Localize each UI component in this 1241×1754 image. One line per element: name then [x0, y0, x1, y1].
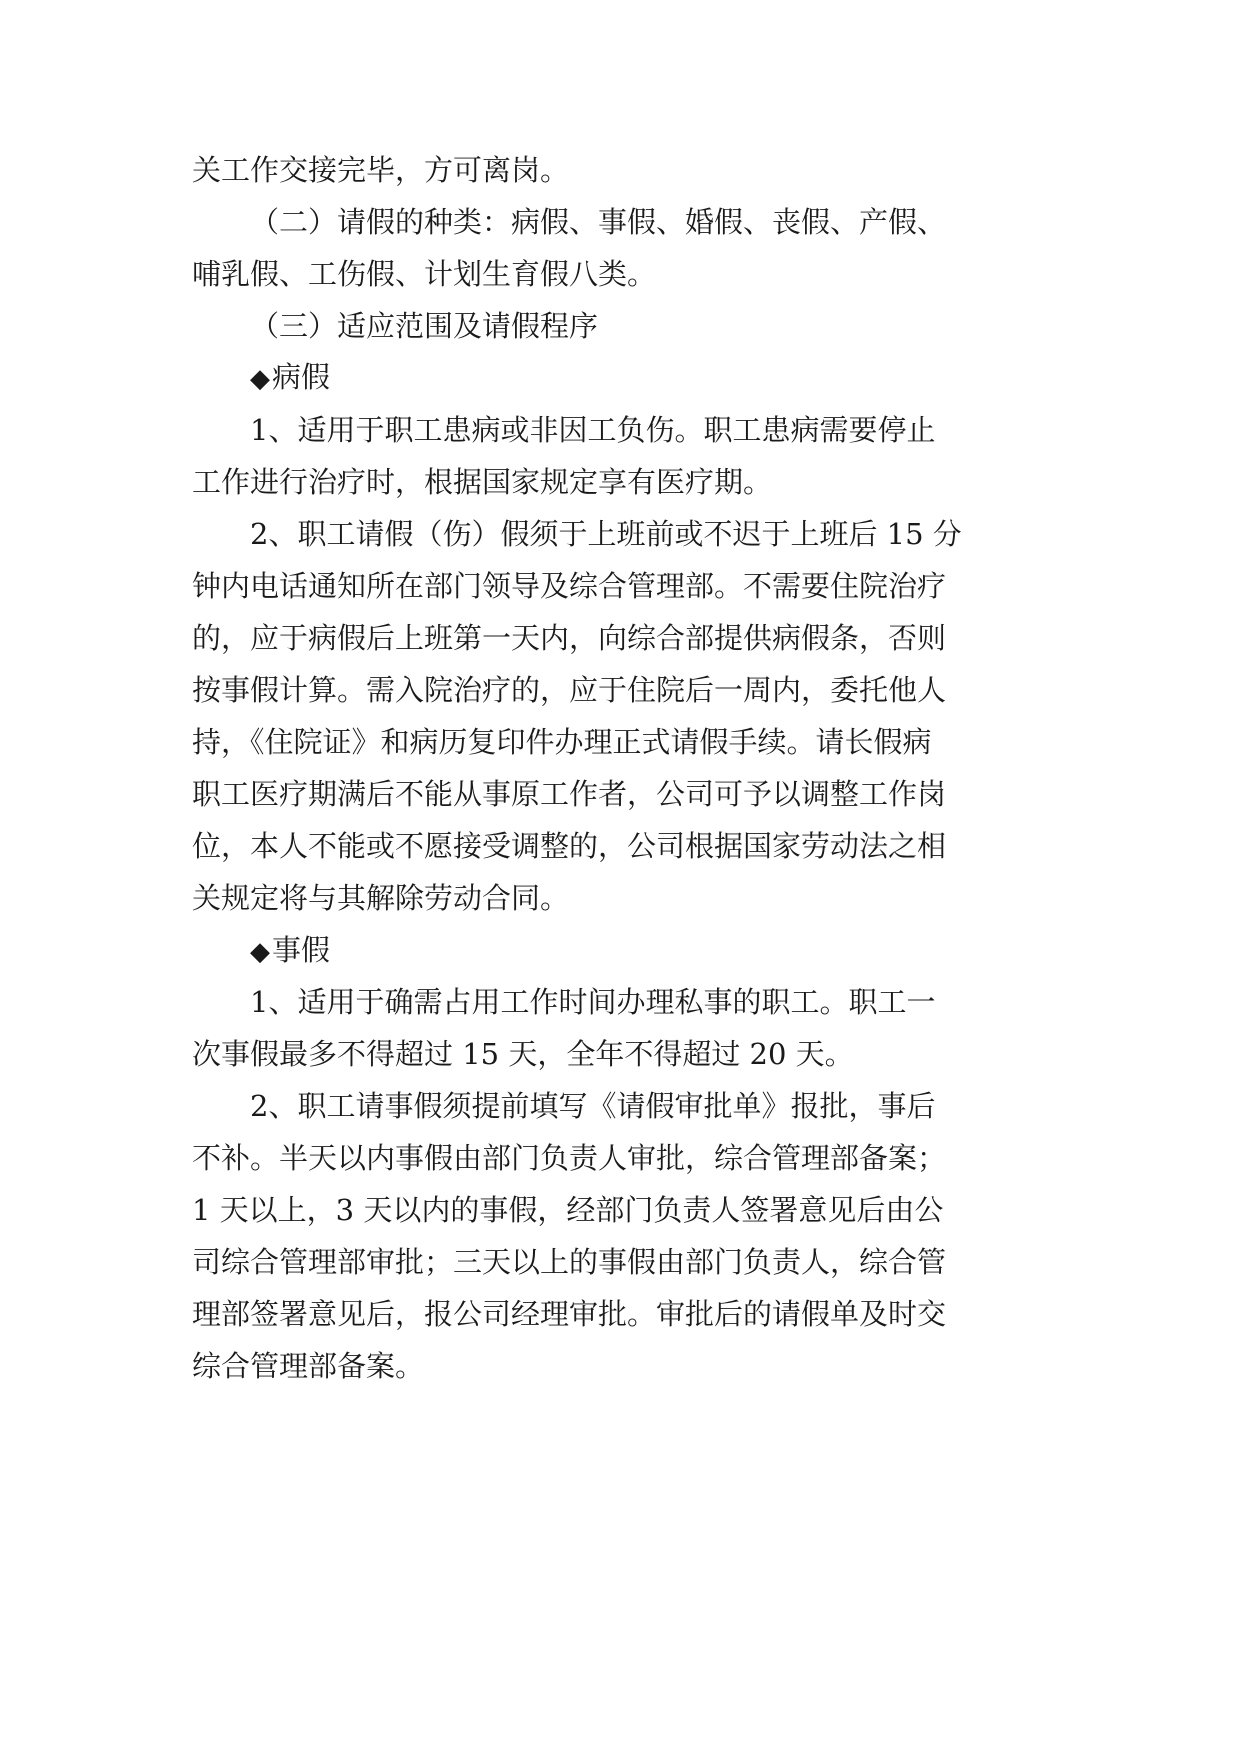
- body-line: 司综合管理部审批；三天以上的事假由部门负责人，综合管: [192, 1245, 947, 1279]
- body-line: 位，本人不能或不愿接受调整的，公司根据国家劳动法之相: [192, 829, 947, 863]
- body-line: 哺乳假、工伤假、计划生育假八类。: [192, 257, 657, 291]
- body-line: 1、适用于职工患病或非因工负伤。职工患病需要停止: [250, 413, 936, 447]
- body-line: 2、职工请假（伤）假须于上班前或不迟于上班后 15 分: [250, 517, 962, 551]
- body-line: 持，《住院证》和病历复印件办理正式请假手续。请长假病: [192, 725, 932, 759]
- bullet-heading-personal-leave: [250, 930, 330, 970]
- body-line: 1、适用于确需占用工作时间办理私事的职工。职工一: [250, 985, 936, 1019]
- bullet-heading-label: 病假: [272, 360, 331, 394]
- body-line: 职工医疗期满后不能从事原工作者，公司可予以调整工作岗: [192, 777, 947, 811]
- body-line: 钟内电话通知所在部门领导及综合管理部。不需要住院治疗: [192, 569, 947, 603]
- body-line: 关工作交接完毕，方可离岗。: [192, 153, 570, 187]
- body-line: （二）请假的种类：病假、事假、婚假、丧假、产假、: [250, 205, 947, 239]
- bullet-heading-label: 事假: [272, 933, 331, 967]
- body-line: 理部签署意见后，报公司经理审批。审批后的请假单及时交: [192, 1297, 947, 1331]
- body-line: 工作进行治疗时，根据国家规定享有医疗期。: [192, 465, 773, 499]
- diamond-bullet-icon: ◆: [250, 937, 270, 967]
- body-line: 1 天以上，3 天以内的事假，经部门负责人签署意见后由公: [192, 1193, 944, 1227]
- body-line: 按事假计算。需入院治疗的，应于住院后一周内，委托他人: [192, 673, 947, 707]
- body-line: 2、职工请事假须提前填写《请假审批单》报批，事后: [250, 1089, 936, 1123]
- body-line: 关规定将与其解除劳动合同。: [192, 881, 570, 915]
- bullet-heading-sick-leave: [250, 357, 330, 397]
- diamond-bullet-icon: ◆: [250, 364, 270, 394]
- body-line: 次事假最多不得超过 15 天，全年不得超过 20 天。: [192, 1037, 854, 1071]
- body-line: 的，应于病假后上班第一天内，向综合部提供病假条，否则: [192, 621, 947, 655]
- body-line: 综合管理部备案。: [192, 1349, 425, 1383]
- section-heading: （三）适应范围及请假程序: [250, 309, 599, 343]
- body-line: 不补。半天以内事假由部门负责人审批，综合管理部备案；: [192, 1141, 947, 1175]
